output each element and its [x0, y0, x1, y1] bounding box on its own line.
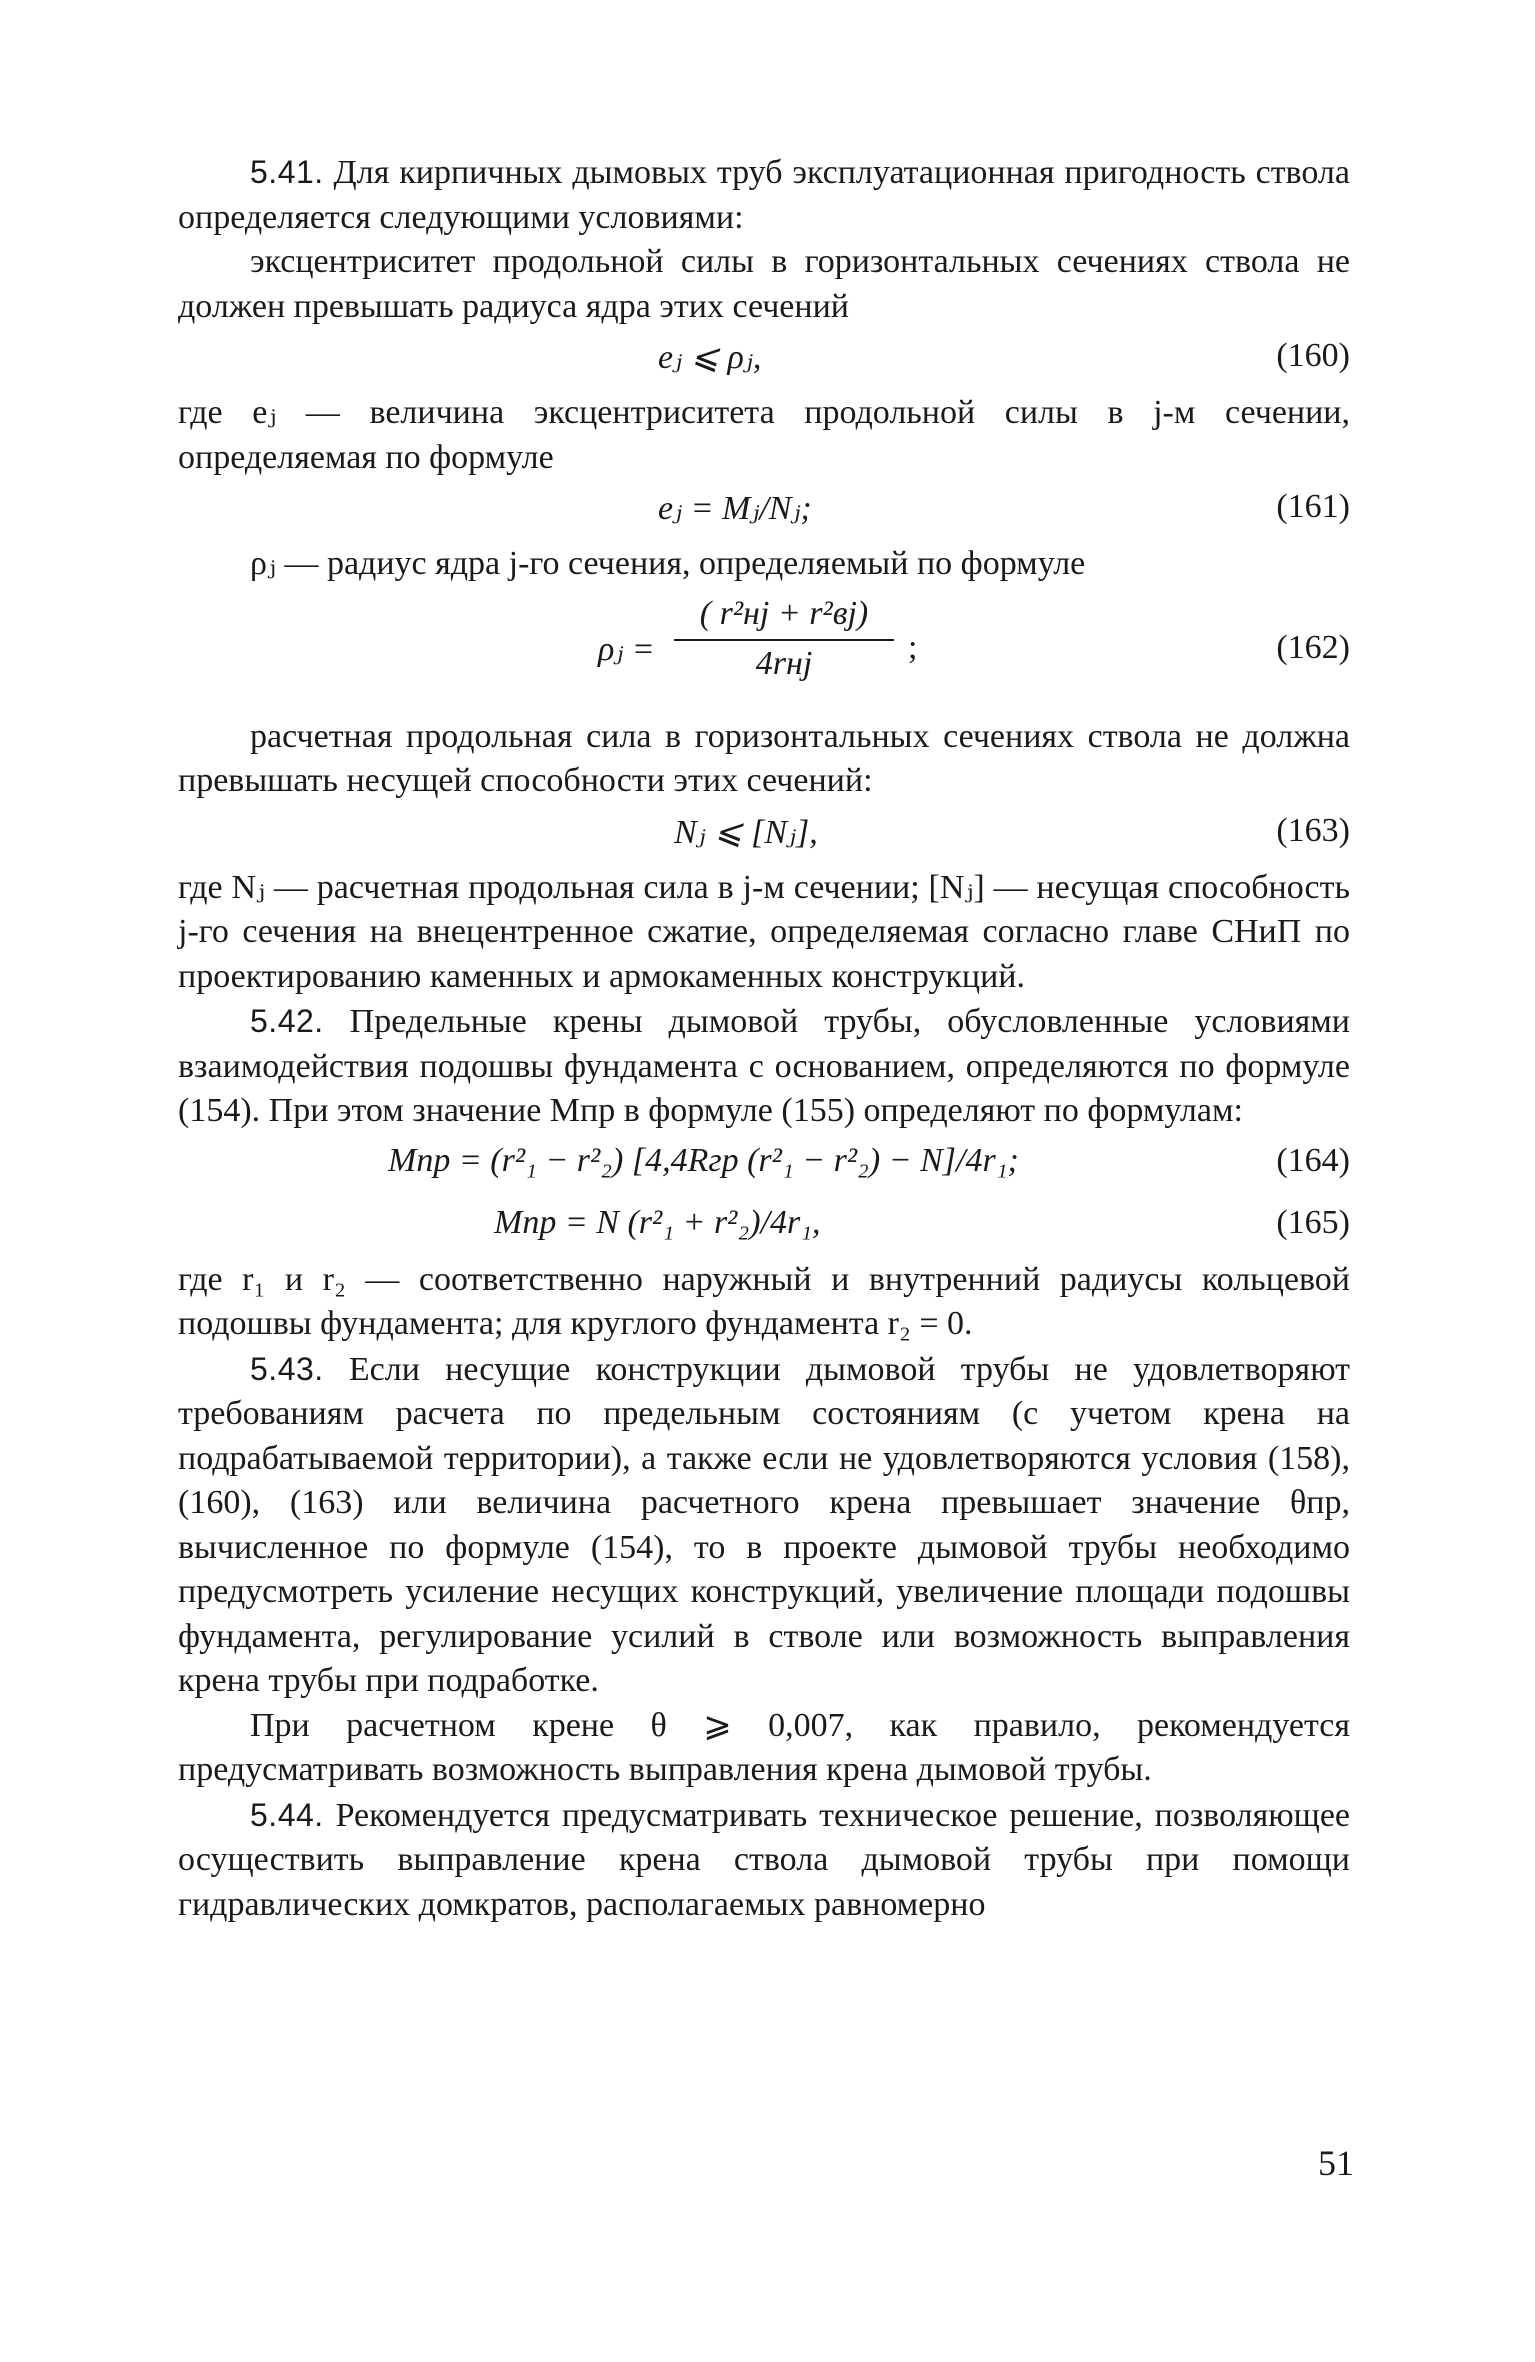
section-paragraph — [178, 999, 1350, 1134]
equation-number: (160) — [1276, 337, 1350, 374]
fraction-lhs: ρⱼ = — [598, 630, 655, 668]
equation-number: (164) — [1276, 1141, 1350, 1179]
equation-formula: eⱼ = Mⱼ/Nⱼ; — [658, 490, 812, 527]
paragraph — [178, 542, 1350, 587]
paragraph-text: Для кирпичных дымовых труб эксплуатационная пригодность ствола определяется следующими условиями: — [178, 154, 1350, 236]
page-body — [178, 150, 1350, 1927]
fraction — [674, 595, 894, 683]
equation — [178, 1196, 1350, 1258]
section-number: 5.43. — [250, 1350, 324, 1387]
paragraph — [178, 866, 1350, 1000]
equation-number: (162) — [1276, 628, 1350, 666]
paragraph-text: При расчетном крене θ ⩾ 0,007, как правило, рекомендуется предусматривать возможность выправления крена дымовой трубы. — [178, 1706, 1350, 1788]
section-paragraph — [178, 150, 1350, 240]
paragraph-text: где eⱼ — величина эксцентриситета продольной силы в j-м сечении, определяемая по формуле — [178, 394, 1350, 476]
equation-formula: eⱼ ⩽ ρⱼ, — [658, 339, 762, 376]
equation-formula: Nⱼ ⩽ [Nⱼ], — [674, 813, 818, 851]
paragraph — [178, 1258, 1350, 1347]
section-paragraph — [178, 1793, 1350, 1928]
section-number: 5.44. — [250, 1796, 324, 1833]
paragraph — [178, 240, 1350, 329]
paragraph — [178, 715, 1350, 804]
fraction-numerator: ( r²нj + r²вj) — [674, 595, 894, 641]
paragraph-text: где r₁ и r₂ — соответственно наружный и внутренний радиусы кольцевой подошвы фундамента; для круглого фундамента r₂ = 0. — [178, 1260, 1350, 1342]
equation-number: (161) — [1276, 488, 1350, 525]
equation — [178, 329, 1350, 391]
paragraph-text: Предельные крены дымовой трубы, обусловленные условиями взаимодействия подошвы фундамента с основанием, определяются по формуле (154). При этом значение Mпр в формуле (155) определяют по формулам: — [178, 1003, 1350, 1129]
paragraph-text: эксцентриситет продольной силы в горизонтальных сечениях ствола не должен превышать радиуса ядра этих сечений — [178, 243, 1350, 325]
equation — [178, 804, 1350, 866]
paragraph-text: Если несущие конструкции дымовой трубы не удовлетворяют требованиям расчета по предельным состояниям (с учетом крена на подрабатываемой территории), а также если не удовлетворяются условия (158), (160), (163) или величина расчетного крена превышает значение θпр, вычисленное по формуле (154), то в проекте дымовой трубы необходимо предусмотреть усиление несущих конструкций, увеличение площади подошвы фундамента, регулирование усилий в стволе или возможность выправления крена трубы при подработке. — [178, 1350, 1350, 1699]
equation-number: (163) — [1276, 811, 1350, 849]
section-number: 5.41. — [250, 154, 324, 190]
section-number: 5.42. — [250, 1003, 324, 1039]
paragraph-text: где Nⱼ — расчетная продольная сила в j-м сечении; [Nⱼ] — несущая способность j-го сечения на внецентренное сжатие, определяемая согласно главе СНиП по проектированию каменных и армокаменных конструкций. — [178, 868, 1350, 995]
paragraph-text: Рекомендуется предусматривать техническое решение, позволяющее осуществить выправление крена ствола дымовой трубы при помощи гидравлических домкратов, располагаемых равномерно — [178, 1796, 1350, 1923]
page-number: 51 — [1318, 2143, 1354, 2183]
equation — [178, 480, 1350, 542]
fraction-semicolon: ; — [908, 628, 918, 666]
equation-number: (165) — [1276, 1203, 1350, 1241]
equation — [178, 1134, 1350, 1196]
fraction-denominator: 4rнj — [755, 644, 813, 682]
paragraph-text: ρⱼ — радиус ядра j-го сечения, определяемый по формуле — [250, 545, 1086, 582]
equation-formula: Mпр = (r²₁ − r²₂) [4,4Rгр (r²₁ − r²₂) − N]/4r₁; — [388, 1141, 1019, 1179]
paragraph — [178, 391, 1350, 480]
fraction-equation — [178, 587, 1350, 715]
section-paragraph — [178, 1347, 1350, 1704]
equation-formula: Mпр = N (r²₁ + r²₂)/4r₁, — [494, 1203, 821, 1241]
paragraph — [178, 1704, 1350, 1793]
paragraph-text: расчетная продольная сила в горизонтальных сечениях ствола не должна превышать несущей способности этих сечений: — [178, 717, 1350, 799]
